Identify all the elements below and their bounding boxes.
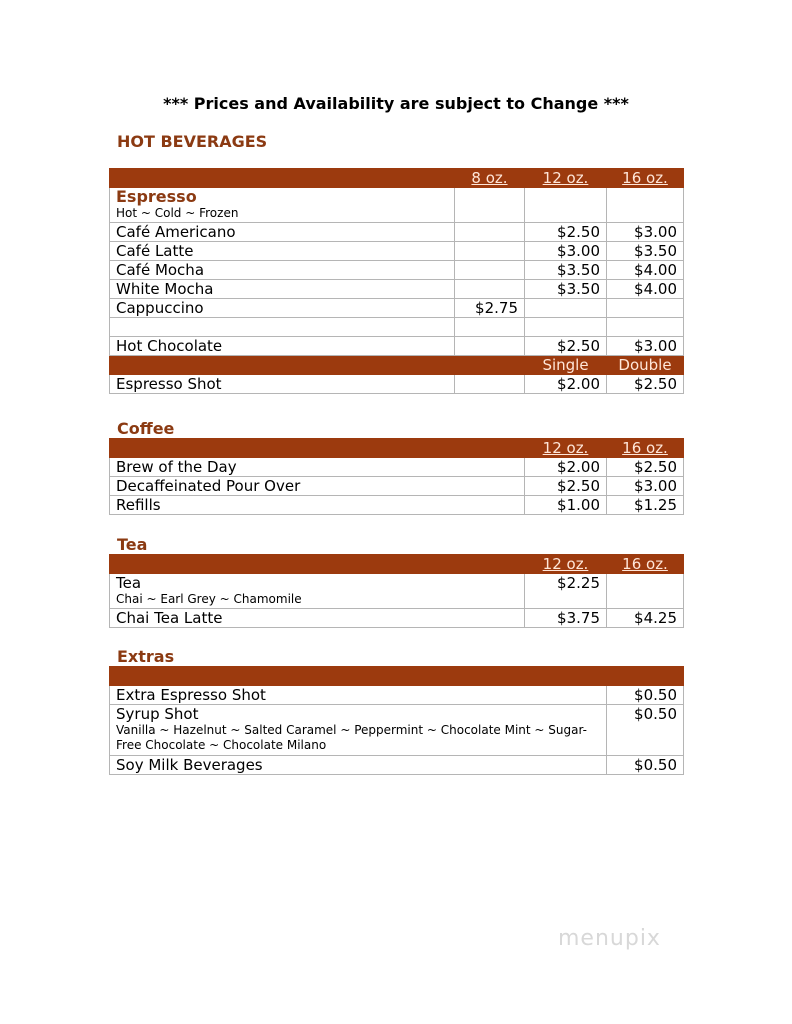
item-price: $3.00	[607, 337, 684, 356]
item-name: Café Latte	[110, 242, 455, 261]
size-label: 12 oz.	[525, 169, 607, 188]
item-name: Refills	[110, 496, 525, 515]
item-price: $4.00	[607, 261, 684, 280]
item-price	[525, 299, 607, 318]
item-price	[455, 242, 525, 261]
tea-heading: Tea	[117, 535, 148, 554]
size-header-row	[110, 439, 684, 458]
size-header-row	[110, 169, 684, 188]
item-name: Brew of the Day	[110, 458, 525, 477]
item-price: $2.00	[525, 375, 607, 394]
size-header-row	[110, 555, 684, 574]
size-label: 12 oz.	[525, 555, 607, 574]
size-label: 16 oz.	[607, 169, 684, 188]
item-name: Extra Espresso Shot	[110, 686, 607, 705]
size-label: 8 oz.	[455, 169, 525, 188]
menu-item-row	[110, 705, 684, 756]
item-price: $3.50	[525, 261, 607, 280]
extras-heading: Extras	[117, 647, 175, 666]
hot-beverages-heading: HOT BEVERAGES	[117, 132, 268, 151]
tea-table	[109, 554, 684, 628]
item-name: Tea	[116, 574, 142, 592]
spacer-row	[110, 318, 684, 337]
item-price	[455, 261, 525, 280]
shot-label: Double	[607, 356, 684, 375]
item-price: $2.50	[607, 375, 684, 394]
extras-table	[109, 666, 684, 775]
item-name: Chai Tea Latte	[110, 609, 525, 628]
menu-item-row	[110, 299, 684, 318]
item-name: Soy Milk Beverages	[110, 756, 607, 775]
item-price: $0.50	[607, 705, 684, 756]
item-price: $2.50	[525, 337, 607, 356]
size-label: 16 oz.	[607, 439, 684, 458]
extras-header-row	[110, 667, 684, 686]
item-name: Café Americano	[110, 223, 455, 242]
watermark-logo: menupix	[558, 926, 661, 951]
menu-item-row	[110, 261, 684, 280]
item-name: White Mocha	[110, 280, 455, 299]
price-notice: *** Prices and Availability are subject to Change ***	[163, 94, 629, 113]
espresso-title: Espresso	[116, 187, 197, 206]
shot-header-row	[110, 356, 684, 375]
menu-item-row	[110, 477, 684, 496]
menu-item-row	[110, 375, 684, 394]
item-name: Café Mocha	[110, 261, 455, 280]
shot-label: Single	[525, 356, 607, 375]
item-price: $2.50	[525, 477, 607, 496]
menu-item-row	[110, 458, 684, 477]
item-name: Espresso Shot	[110, 375, 455, 394]
menu-item-row	[110, 609, 684, 628]
item-price: $3.75	[525, 609, 607, 628]
item-description: Chai ~ Earl Grey ~ Chamomile	[116, 592, 302, 606]
coffee-table	[109, 438, 684, 515]
item-price: $4.25	[607, 609, 684, 628]
menu-item-row	[110, 223, 684, 242]
item-price: $2.00	[525, 458, 607, 477]
espresso-category-row	[110, 188, 684, 223]
hot-beverages-table	[109, 168, 684, 394]
item-price: $3.50	[607, 242, 684, 261]
size-label: 16 oz.	[607, 555, 684, 574]
size-label: 12 oz.	[525, 439, 607, 458]
item-price: $2.50	[607, 458, 684, 477]
menu-item-row	[110, 242, 684, 261]
menu-item-row	[110, 280, 684, 299]
item-price	[607, 574, 684, 609]
item-price: $2.25	[525, 574, 607, 609]
item-price: $3.00	[525, 242, 607, 261]
item-price: $3.00	[607, 223, 684, 242]
menu-item-row	[110, 496, 684, 515]
espresso-subtitle: Hot ~ Cold ~ Frozen	[116, 206, 239, 220]
item-price: $0.50	[607, 686, 684, 705]
item-name: Hot Chocolate	[110, 337, 455, 356]
item-price	[455, 223, 525, 242]
item-description: Vanilla ~ Hazelnut ~ Salted Caramel ~ Peppermint ~ Chocolate Mint ~ Sugar-Free Chocolate ~ Chocolate Milano	[116, 723, 587, 752]
item-price: $1.25	[607, 496, 684, 515]
item-price: $0.50	[607, 756, 684, 775]
item-price: $3.00	[607, 477, 684, 496]
item-price	[455, 337, 525, 356]
item-name: Cappuccino	[110, 299, 455, 318]
menu-item-row	[110, 756, 684, 775]
item-price: $3.50	[525, 280, 607, 299]
coffee-heading: Coffee	[117, 419, 175, 438]
item-price: $4.00	[607, 280, 684, 299]
item-name: Syrup Shot	[116, 705, 199, 723]
item-price	[607, 299, 684, 318]
menu-item-row	[110, 686, 684, 705]
item-price: $1.00	[525, 496, 607, 515]
item-price: $2.75	[455, 299, 525, 318]
menu-item-row	[110, 574, 684, 609]
item-name: Decaffeinated Pour Over	[110, 477, 525, 496]
item-price: $2.50	[525, 223, 607, 242]
menu-item-row	[110, 337, 684, 356]
item-price	[455, 280, 525, 299]
